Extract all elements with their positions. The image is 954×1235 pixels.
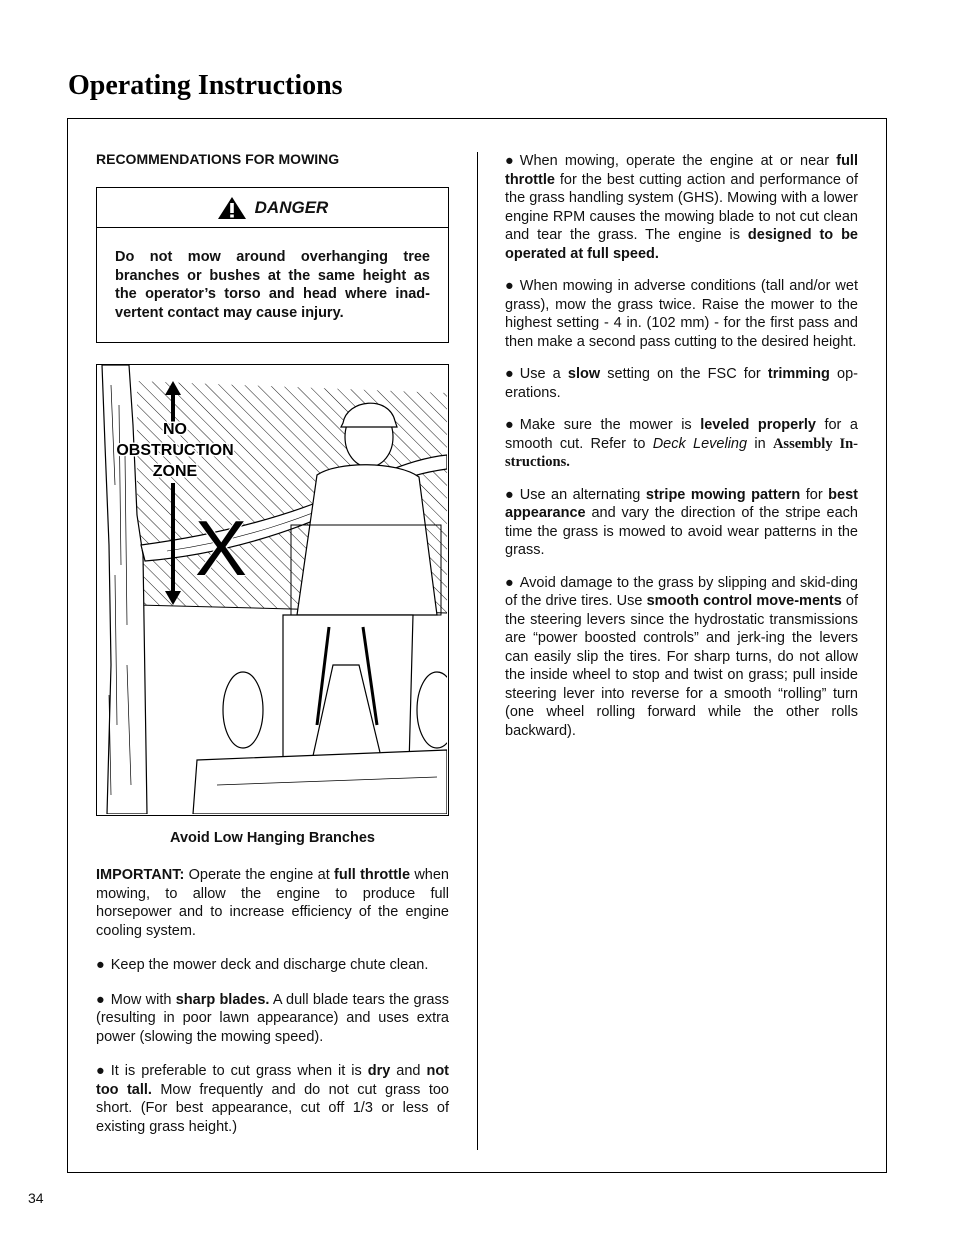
right-column	[505, 152, 858, 740]
text-run: When mowing in adverse conditions (tall and/or wet grass), mow the grass twice. Raise the mower to the highest setting - 4 in. (102 mm) - for the first pass and then make a second pass cutting to the desired height.	[505, 278, 858, 350]
bullet-icon: ●	[505, 278, 514, 294]
section-heading: RECOMMENDATIONS FOR MOWING	[96, 151, 340, 167]
text-run: Use an alternating	[519, 486, 646, 503]
text-run: Avoid damage to the grass by slipping and skid-ding of the drive tires. Use	[505, 574, 858, 609]
text-run: setting on the FSC for	[600, 366, 768, 382]
page-number: 34	[28, 1190, 44, 1206]
x-mark: X	[194, 504, 248, 592]
bullet-item	[96, 1062, 449, 1136]
bullet-icon: ●	[505, 153, 514, 169]
bold-run: trimming	[767, 366, 830, 382]
important-lead: IMPORTANT:	[96, 867, 185, 883]
bullet-item	[505, 152, 858, 263]
text-run: for the best cutting action and performance of the grass handling system (GHS). Mowing with a lower engine RPM causes the mowing blade to not cut clean and tear the grass. The engine is	[505, 171, 858, 243]
danger-box	[96, 187, 449, 343]
page-title: Operating Instructions	[68, 70, 343, 101]
text-run: It is preferable to cut grass when it is	[110, 1063, 368, 1079]
bold-run: slow	[567, 366, 601, 382]
column-divider	[477, 152, 478, 1150]
bold-run: leveled properly	[700, 417, 816, 433]
danger-text: Do not mow around overhanging tree branches or bushes at the same height as the operator’s torso and head where inad-vertent contact may cause injury.	[115, 249, 430, 321]
zone-label-line1: NO	[163, 421, 187, 438]
text-run: op-erations.	[505, 366, 858, 401]
bullet-item	[505, 365, 858, 402]
bold-run: best appearance	[505, 486, 858, 521]
bold-run: smooth control move-ments	[646, 593, 842, 609]
bold-run: designed to be operated at full speed.	[505, 227, 858, 262]
warning-triangle-icon	[217, 196, 247, 220]
mower-drawing	[97, 365, 447, 814]
bold-run: full throttle	[334, 867, 411, 883]
danger-header	[97, 188, 448, 228]
text-run: Mow frequently and do not cut grass too short. (For best appearance, cut off 1/3 or less of existing grass height.)	[96, 1081, 449, 1135]
mower-illustration	[96, 364, 449, 816]
bullet-icon: ●	[96, 991, 105, 1008]
text-run: Operate the engine at	[184, 867, 335, 883]
section-reference: Assembly In-structions.	[505, 435, 859, 470]
bullet-item	[96, 956, 449, 975]
important-note	[96, 866, 449, 940]
bold-run: sharp blades.	[175, 991, 270, 1008]
bullet-item	[96, 991, 449, 1047]
text-run: Keep the mower deck and discharge chute clean.	[110, 957, 429, 973]
danger-label: DANGER	[254, 197, 329, 217]
illustration-caption: Avoid Low Hanging Branches	[170, 830, 375, 846]
bold-run: stripe mowing pattern	[645, 486, 801, 503]
italic-reference: Deck Leveling	[652, 435, 748, 452]
text-run: for a smooth cut. Refer to	[505, 417, 858, 452]
bullet-item	[505, 486, 858, 560]
bold-run: full throttle	[505, 153, 858, 188]
text-run: A dull blade tears the grass (resulting in poor lawn appearance) and uses extra power (slowing the mowing speed).	[96, 991, 449, 1045]
zone-label-line2: OBSTRUCTION	[116, 442, 234, 459]
left-column	[96, 150, 449, 1136]
text-run: for	[800, 486, 829, 503]
bullet-icon: ●	[505, 574, 514, 591]
text-run: in	[747, 435, 773, 452]
text-run: when mowing, to allow the engine to produce full horsepower and to increase efficiency of the engine cooling system.	[96, 867, 449, 939]
bullet-icon: ●	[505, 366, 514, 382]
bold-run: dry	[367, 1063, 391, 1079]
bullet-item	[505, 574, 858, 741]
text-run: and	[390, 1063, 427, 1079]
text-run: Use a	[519, 366, 568, 382]
bullet-item	[505, 277, 858, 351]
zone-label-line3: ZONE	[152, 463, 198, 480]
bold-run: not too tall.	[96, 1063, 450, 1098]
text-run: and vary the direction of the stripe each time the grass is mowed to avoid wear patterns in the grass.	[505, 505, 858, 558]
bullet-icon: ●	[96, 1063, 105, 1079]
bullet-icon: ●	[96, 957, 105, 973]
text-run: Mow with	[110, 991, 176, 1008]
bullet-item	[505, 416, 858, 472]
text-run: When mowing, operate the engine at or near	[519, 153, 837, 169]
bullet-icon: ●	[505, 486, 514, 503]
bullet-icon: ●	[505, 417, 514, 433]
text-run: of the steering levers since the hydrostatic transmissions are “power boosted controls” and jerk-ing the levers can easily slip the tires. For sharp turns, do not allow the inside wheel to stop and twist on grass; pull inside steering lever into reverse for a smooth “rolling” turn (one wheel rolling forward while the other rolls backward).	[505, 593, 858, 739]
text-run: Make sure the mower is	[519, 417, 701, 433]
